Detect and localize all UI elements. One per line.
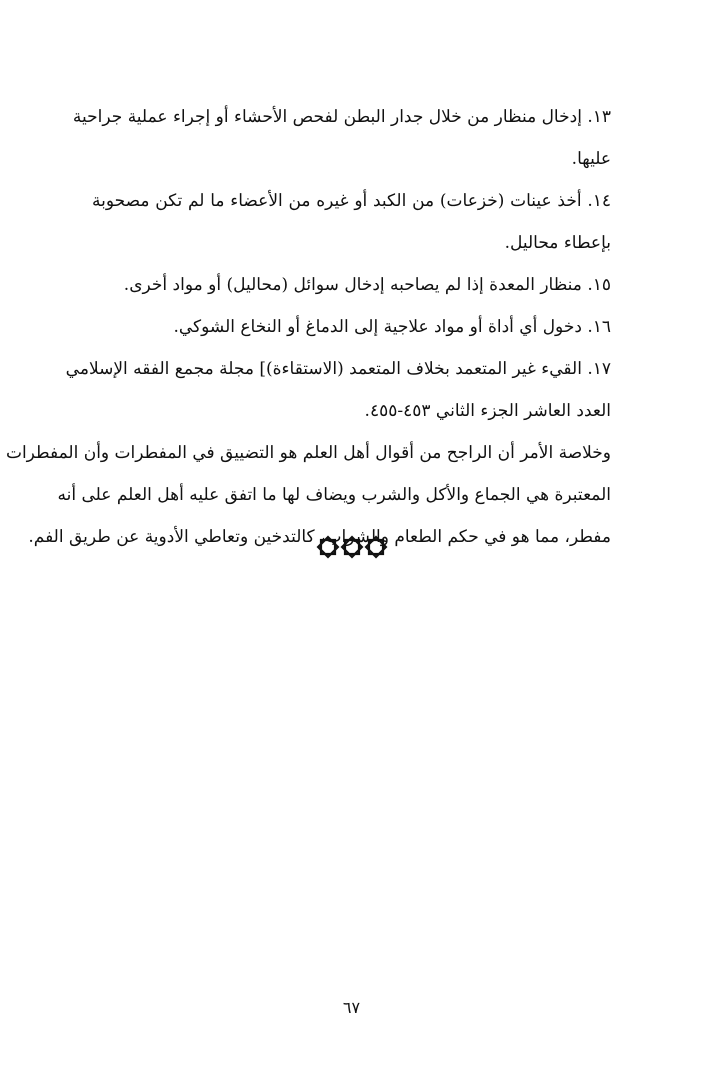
three-star-flourish-icon <box>316 534 388 560</box>
page-body <box>5 96 611 558</box>
item-14-line-2: بإعطاء محاليل. <box>504 233 611 253</box>
item-15-line: ١٥. منظار المعدة إذا لم يصاحبه إدخال سوائل (محاليل) أو مواد أخرى. <box>123 275 611 295</box>
item-13-line-1: ١٣. إدخال منظار من خلال جدار البطن لفحص الأحشاء أو إجراء عملية جراحية <box>72 107 611 127</box>
item-14-line-1: ١٤. أخذ عينات (خزعات) من الكبد أو غيره من الأعضاء ما لم تكن مصحوبة <box>92 191 611 211</box>
item-17-line-2: العدد العاشر الجزء الثاني ٤٥٣-٤٥٥. <box>364 401 611 421</box>
item-17-line-1: ١٧. القيء غير المتعمد بخلاف المتعمد (الاستقاءة)] مجلة مجمع الفقه الإسلامي <box>65 359 611 379</box>
item-17 <box>65 348 611 432</box>
item-15 <box>92 264 611 306</box>
conclusion-line-1: وخلاصة الأمر أن الراجح من أقوال أهل العلم هو التضييق في المفطرات وأن المفطرات <box>5 443 611 463</box>
item-13-line-2: عليها. <box>571 149 611 169</box>
section-end-ornament <box>0 534 703 564</box>
item-13 <box>72 96 611 180</box>
page-number: ٦٧ <box>342 998 361 1017</box>
item-16-line: ١٦. دخول أي أداة أو مواد علاجية إلى الدماغ أو النخاع الشوكي. <box>173 317 611 337</box>
item-16 <box>92 306 611 348</box>
conclusion-line-3: مفطر، مما هو في حكم الطعام والشراب، كالتدخين وتعاطي الأدوية عن طريق الفم. <box>28 527 611 547</box>
conclusion-line-2: المعتبرة هي الجماع والأكل والشرب ويضاف لها ما اتفق عليه أهل العلم على أنه <box>57 485 611 505</box>
item-14 <box>92 180 611 264</box>
